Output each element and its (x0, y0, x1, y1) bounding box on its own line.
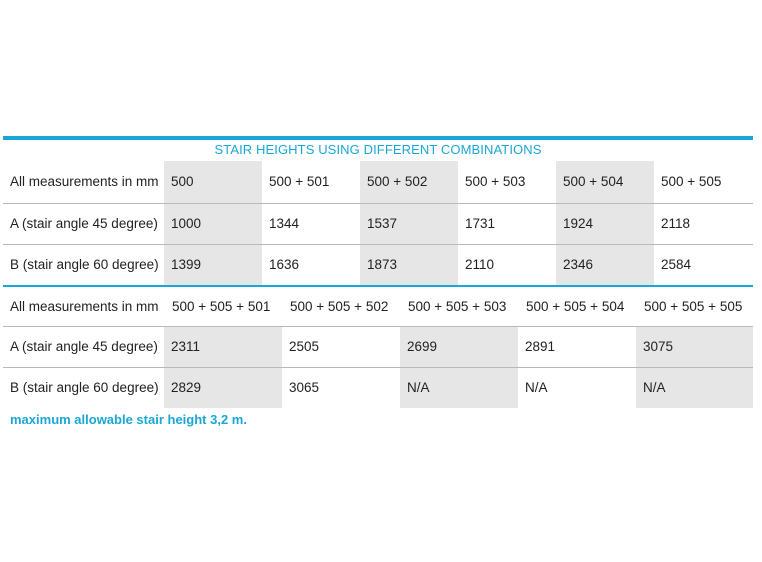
table-cell: 2505 (282, 326, 400, 367)
row-label: A (stair angle 45 degree) (3, 203, 164, 244)
table-cell: 1873 (360, 244, 458, 285)
table-row (3, 367, 753, 408)
table-cell: N/A (400, 367, 518, 408)
table-cell: 2311 (164, 326, 282, 367)
row-label-header: All measurements in mm (3, 161, 164, 203)
table-cell: 3065 (289, 380, 320, 396)
column-header: 500 (164, 161, 262, 203)
column-header: 500 + 501 (262, 161, 360, 203)
column-header: 500 + 505 + 503 (400, 287, 518, 326)
table-cell: 1000 (164, 203, 262, 244)
table-header-row (3, 161, 753, 203)
table-cell: 1537 (360, 203, 458, 244)
table-cell: 2110 (465, 257, 495, 273)
column-header: 500 + 505 + 505 (636, 287, 753, 326)
column-header: 500 + 502 (360, 161, 458, 203)
table-cell: N/A (636, 367, 753, 408)
row-label: B (stair angle 60 degree) (10, 380, 159, 396)
column-header: 500 + 505 (654, 161, 753, 203)
table-row (3, 326, 753, 367)
table-cell: 1344 (262, 203, 360, 244)
table-cell: 2699 (400, 326, 518, 367)
table-cell: 2891 (518, 326, 636, 367)
table-row (3, 244, 753, 285)
max-height-note: maximum allowable stair height 3,2 m. (10, 412, 247, 427)
table-row (3, 203, 753, 244)
table-title: STAIR HEIGHTS USING DIFFERENT COMBINATIONS (214, 142, 542, 157)
table-cell: 2346 (556, 244, 654, 285)
table-cell: 1399 (164, 244, 262, 285)
column-header: 500 + 504 (556, 161, 654, 203)
table-cell: N/A (525, 380, 548, 396)
table-cell: 2829 (164, 367, 282, 408)
table-cell: 1924 (556, 203, 654, 244)
table-header-row (3, 287, 753, 326)
row-label: A (stair angle 45 degree) (3, 326, 164, 367)
stair-heights-table-triple (3, 287, 753, 408)
table-cell: 2118 (654, 203, 753, 244)
row-label-header: All measurements in mm (3, 287, 164, 326)
table-cell: 1636 (269, 257, 300, 273)
table-cell: 1731 (458, 203, 556, 244)
stair-heights-table-single (3, 161, 753, 285)
table-cell: 2584 (661, 257, 692, 273)
column-header: 500 + 505 + 502 (282, 287, 400, 326)
table-cell: 3075 (636, 326, 753, 367)
column-header: 500 + 503 (458, 161, 556, 203)
column-header: 500 + 505 + 501 (164, 287, 282, 326)
row-label: B (stair angle 60 degree) (10, 257, 159, 273)
column-header: 500 + 505 + 504 (518, 287, 636, 326)
